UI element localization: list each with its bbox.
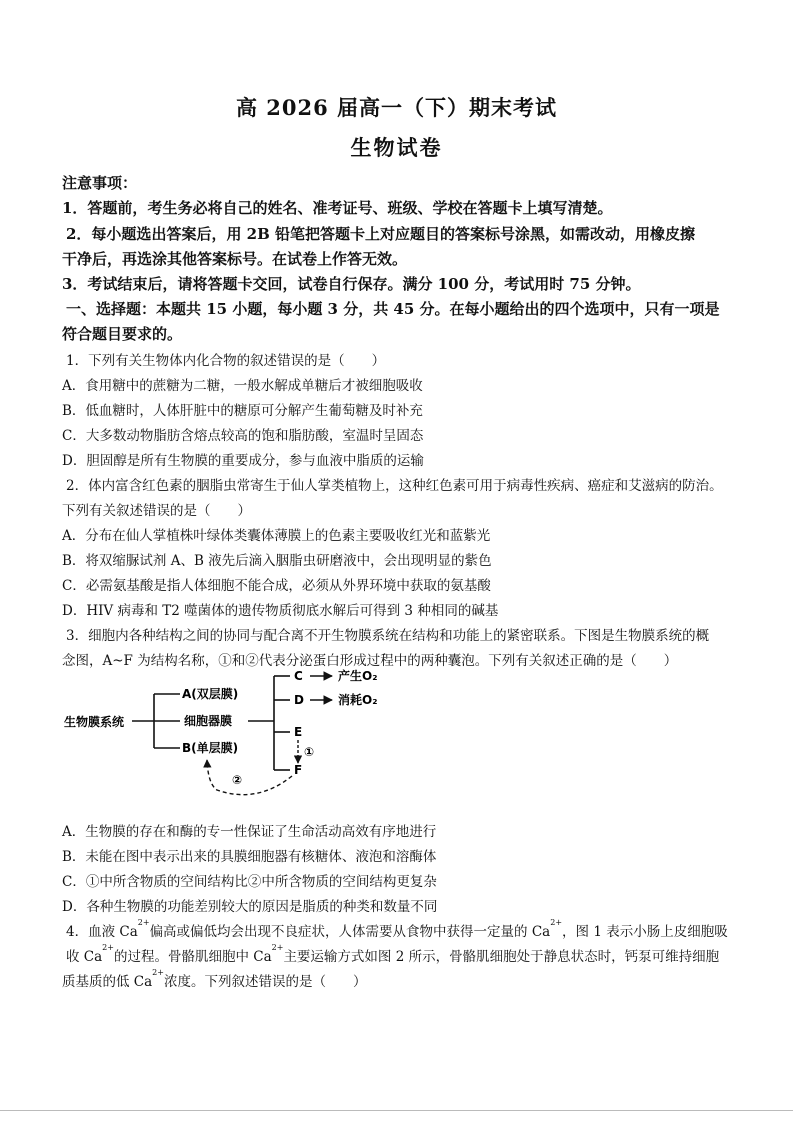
- q4-stem-3: 质基质的低 $Ca^{2+}$浓度。下列叙述错误的是（ ）: [62, 968, 367, 990]
- diagram-vesicle-1-label: ①: [304, 745, 315, 759]
- q3-stem-2: 念图，A~F 为结构名称，①和②代表分泌蛋白形成过程中的两种囊泡。下列有关叙述正确的是（ ）: [62, 653, 678, 669]
- q4-stem-1: 4．血液 $Ca^{2+}$偏高或偏低均会出现不良症状，人体需要从食物中获得一定量的 $Ca^{2+}$，图 1 表示小肠上皮细胞吸: [66, 918, 728, 940]
- q4-stem-2: 收 $Ca^{2+}$的过程。骨骼肌细胞中 $Ca^{2+}$主要运输方式如图 2 所示，骨骼肌细胞处于静息状态时，钙泵可维持细胞: [66, 943, 720, 965]
- diagram-node-organelle: 细胞器膜: [184, 714, 233, 728]
- notice-line-1: 1．答题前，考生务必将自己的姓名、准考证号、班级、学校在答题卡上填写清楚。: [62, 199, 613, 217]
- notice-line-2b: 干净后，再选涂其他答案标号。在试卷上作答无效。: [62, 250, 408, 268]
- q1-stem: 1．下列有关生物体内化合物的叙述错误的是（ ）: [66, 353, 386, 369]
- diagram-node-a: A(双层膜): [182, 687, 239, 701]
- diagram-node-f: F: [294, 763, 303, 777]
- q3-stem-1: 3．细胞内各种结构之间的协同与配合离不开生物膜系统在结构和功能上的紧密联系。下图是生物膜系统的概: [66, 628, 710, 644]
- notice-line-2a: 2．每小题选出答案后，用 2B 铅笔把答题卡上对应题目的答案标号涂黑，如需改动，用橡皮擦: [66, 225, 696, 243]
- section-heading-1: 一、选择题：本题共 15 小题，每小题 3 分，共 45 分。在每小题给出的四个选项中，只有一项是: [66, 300, 720, 318]
- q2-option-d: D．HIV 病毒和 T2 噬菌体的遗传物质彻底水解后可得到 3 种相同的碱基: [62, 603, 499, 619]
- biomembrane-concept-diagram: [62, 664, 422, 814]
- diagram-node-d: D: [294, 693, 304, 707]
- diagram-node-e: E: [294, 725, 303, 739]
- q1-option-c: C．大多数动物脂肪含熔点较高的饱和脂肪酸，室温时呈固态: [62, 428, 424, 444]
- notice-line-3: 3．考试结束后，请将答题卡交回，试卷自行保存。满分 100 分，考试用时 75 分钟。: [62, 275, 641, 293]
- q3-option-d: D．各种生物膜的功能差别较大的原因是脂质的种类和数量不同: [62, 899, 438, 915]
- exam-subtitle: 生物试卷: [350, 135, 443, 160]
- diagram-d-output: 消耗O₂: [338, 693, 378, 707]
- diagram-root-label: 生物膜系统: [64, 715, 125, 729]
- diagram-vesicle-2-arrow: [207, 760, 292, 795]
- notice-heading: 注意事项：: [62, 174, 138, 192]
- q2-stem-2: 下列有关叙述错误的是（ ）: [62, 503, 251, 519]
- diagram-node-b: B(单层膜): [182, 741, 239, 755]
- q2-stem-1: 2．体内富含红色素的胭脂虫常寄生于仙人掌类植物上，这种红色素可用于病毒性疾病、癌症和艾滋病的防治。: [66, 478, 723, 494]
- diagram-node-c: C: [294, 669, 303, 683]
- q1-option-d: D．胆固醇是所有生物膜的重要成分，参与血液中脂质的运输: [62, 453, 424, 469]
- diagram-c-output: 产生O₂: [338, 669, 378, 683]
- page-bottom-rule: [0, 1110, 793, 1111]
- exam-title: 高 2026 届高一（下）期末考试: [235, 95, 558, 120]
- q3-option-b: B．未能在图中表示出来的具膜细胞器有核糖体、液泡和溶酶体: [62, 849, 437, 865]
- q3-option-a: A．生物膜的存在和酶的专一性保证了生命活动高效有序地进行: [62, 824, 437, 840]
- q2-option-b: B．将双缩脲试剂 A、B 液先后滴入胭脂虫研磨液中，会出现明显的紫色: [62, 553, 492, 569]
- q1-option-a: A．食用糖中的蔗糖为二糖，一般水解成单糖后才被细胞吸收: [62, 378, 423, 394]
- diagram-vesicle-2-label: ②: [232, 773, 243, 787]
- q2-option-c: C．必需氨基酸是指人体细胞不能合成，必须从外界环境中获取的氨基酸: [62, 578, 491, 594]
- section-heading-2: 符合题目要求的。: [62, 325, 183, 343]
- q1-option-b: B．低血糖时，人体肝脏中的糖原可分解产生葡萄糖及时补充: [62, 403, 423, 419]
- q3-option-c: C．①中所含物质的空间结构比②中所含物质的空间结构更复杂: [62, 874, 437, 890]
- q2-option-a: A．分布在仙人掌植株叶绿体类囊体薄膜上的色素主要吸收红光和蓝紫光: [62, 528, 491, 544]
